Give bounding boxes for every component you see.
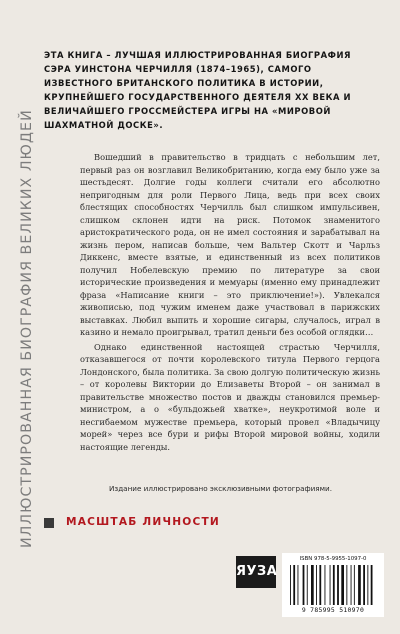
barcode-digits: 9 785995 510970 [301, 606, 365, 614]
paragraph-2: Однако единственной настоящей страстью Черчилля, отказавшегося от почти королевского титула Первого герцога Лондонского, была политика. За свою долгую политическую жизнь – от королевы Виктории до Елизаветы Второй – он занимал в правительстве множество постов и дважды становился премьер-министром, а о «бульдожьей хватке», неукротимой воле и несгибаемом мужестве премьера, который провел «Владычицу морей» через все бури и рифы Второй мировой войны, ходили настоящие легенды. [80, 341, 380, 452]
illustrations-note: Издание иллюстрировано эксклюзивными фотографиями. [109, 484, 333, 493]
vertical-series-title: ИЛЛЮСТРИРОВАННАЯ БИОГРАФИЯ ВЕЛИКИХ ЛЮДЕЙ [19, 109, 35, 548]
square-bullet-icon [44, 518, 54, 528]
isbn-label: ISBN 978-5-9955-1097-0 [299, 556, 367, 562]
description-text [80, 151, 380, 455]
series-name: МАСШТАБ ЛИЧНОСТИ [66, 516, 220, 528]
paragraph-1: Вошедший в правительство в тридцать с небольшим лет, первый раз он возглавил Великобританию, когда ему было уже за шестьдесят. Долгие годы коллеги считали его абсолютно непригодным для роли Первого Лица, ведь при всех своих блестящих способностях Черчилль был слишком импульсивен, слишком склонен идти на риск. Потомок знаменитого аристократического рода, он не имел состояния и зарабатывал на жизнь пером, написав больше, чем Вальтер Скотт и Чарльз Диккенс, вместе взятые, и единственный из всех политиков получил Нобелевскую премию по литературе за свои исторические произведения и мемуары (именно ему принадлежит фраза «Написание книги – это приключение!»). Увлекался живописью, под чужим именем даже участвовал в парижских выставках. Любил выпить и хорошие сигары, случалось, играл в казино и немало проигрывал, тратил деньги без особой оглядки… [80, 152, 380, 337]
publisher-logo-text: ЯУЗА [236, 564, 278, 579]
barcode-block [282, 553, 384, 617]
intro-text: ЭТА КНИГА – ЛУЧШАЯ ИЛЛЮСТРИРОВАННАЯ БИОГРАФИЯ СЭРА УИНСТОНА ЧЕРЧИЛЛЯ (1874–1965), САМОГО ИЗВЕСТНОГО БРИТАНСКОГО ПОЛИТИКА В ИСТОРИИ, КРУПНЕЙШЕГО ГОСУДАРСТВЕННОГО ДЕЯТЕЛЯ XX ВЕКА И ВЕЛИЧАЙШЕГО ГРОССМЕЙСТЕРА ИГРЫ НА «МИРОВОЙ ШАХМАТНОЙ ДОСКЕ». [44, 50, 352, 130]
publisher-logo [236, 556, 276, 588]
barcode-icon [290, 565, 376, 605]
